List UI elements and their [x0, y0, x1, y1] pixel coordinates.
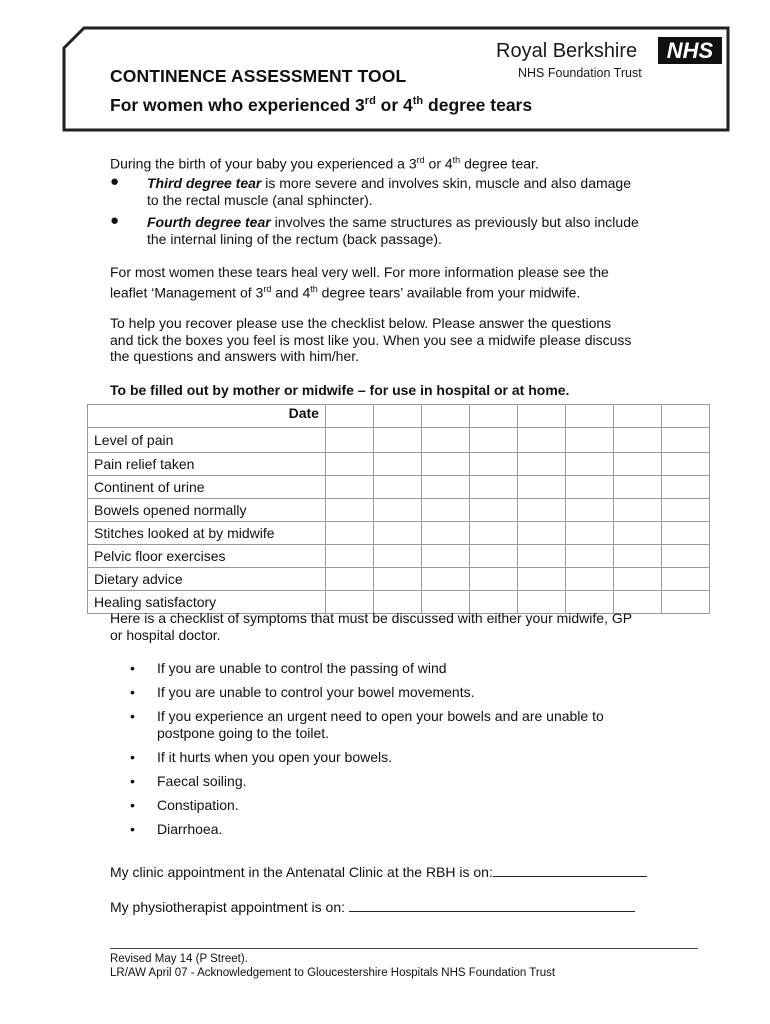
tick-cell[interactable]: [517, 428, 565, 453]
tick-cell[interactable]: [517, 476, 565, 499]
tick-cell[interactable]: [661, 545, 709, 568]
tick-cell[interactable]: [373, 499, 421, 522]
tick-cell[interactable]: [373, 568, 421, 591]
tick-cell[interactable]: [565, 568, 613, 591]
tick-cell[interactable]: [421, 522, 469, 545]
tick-cell[interactable]: [517, 545, 565, 568]
clinic-appointment-field[interactable]: [493, 862, 647, 877]
tick-cell[interactable]: [517, 453, 565, 476]
symptom-item: Faecal soiling.: [157, 773, 247, 789]
tick-cell[interactable]: [469, 499, 517, 522]
table-row: [88, 568, 710, 591]
row-label: Dietary advice: [88, 568, 326, 591]
tick-cell[interactable]: [325, 499, 373, 522]
tick-cell[interactable]: [421, 499, 469, 522]
symptom-item: If you are unable to control the passing of wind: [157, 660, 447, 676]
date-cell[interactable]: [565, 405, 613, 428]
symptom-item: If you experience an urgent need to open your bowels and are unable to postpone going to the toilet.: [157, 708, 604, 741]
tick-cell[interactable]: [421, 453, 469, 476]
nhs-logo: NHS: [658, 37, 722, 64]
bullet-icon: •: [130, 749, 135, 765]
bullet-icon: •: [130, 797, 135, 813]
instructions-paragraph: To help you recover please use the checklist below. Please answer the questions and tick the boxes you feel is most like you. When you see a midwife please discuss the questions and answers with him/her.: [110, 315, 632, 364]
bullet-icon: ●: [110, 212, 120, 229]
bullet-fourth-degree: Fourth degree tear involves the same structures as previously but also include the internal lining of the rectum (back passage).: [147, 214, 639, 247]
tick-cell[interactable]: [373, 428, 421, 453]
row-label: Level of pain: [88, 428, 326, 453]
tick-cell[interactable]: [565, 476, 613, 499]
bullet-icon: •: [130, 708, 135, 724]
symptom-item: If it hurts when you open your bowels.: [157, 749, 393, 765]
org-name: Royal Berkshire: [496, 40, 638, 62]
tick-cell[interactable]: [325, 428, 373, 453]
bullet-icon: •: [130, 684, 135, 700]
table-row: [88, 545, 710, 568]
tick-cell[interactable]: [469, 568, 517, 591]
tick-cell[interactable]: [325, 453, 373, 476]
table-row: [88, 499, 710, 522]
tick-cell[interactable]: [373, 476, 421, 499]
tick-cell[interactable]: [613, 476, 661, 499]
tick-cell[interactable]: [565, 453, 613, 476]
tick-cell[interactable]: [373, 545, 421, 568]
physio-appointment: My physiotherapist appointment is on:: [110, 897, 635, 916]
date-row: [88, 405, 710, 428]
table-heading: To be filled out by mother or midwife – for use in hospital or at home.: [110, 382, 570, 398]
tick-cell[interactable]: [661, 499, 709, 522]
footer-acknowledgement: LR/AW April 07 - Acknowledgement to Gloucestershire Hospitals NHS Foundation Trust: [110, 967, 556, 979]
date-cell[interactable]: [469, 405, 517, 428]
tick-cell[interactable]: [325, 476, 373, 499]
tick-cell[interactable]: [565, 522, 613, 545]
tick-cell[interactable]: [565, 499, 613, 522]
intro-line: During the birth of your baby you experienced a 3rd or 4th degree tear.: [110, 155, 539, 172]
tick-cell[interactable]: [325, 545, 373, 568]
symptoms-intro: Here is a checklist of symptoms that must be discussed with either your midwife, GP or hospital doctor.: [110, 610, 633, 643]
tick-cell[interactable]: [325, 522, 373, 545]
org-trust: NHS Foundation Trust: [518, 66, 642, 80]
tick-cell[interactable]: [469, 453, 517, 476]
symptom-item: Diarrhoea.: [157, 821, 223, 837]
tick-cell[interactable]: [421, 545, 469, 568]
tick-cell[interactable]: [325, 568, 373, 591]
tick-cell[interactable]: [469, 545, 517, 568]
tick-cell[interactable]: [661, 568, 709, 591]
bullet-icon: •: [130, 773, 135, 789]
tick-cell[interactable]: [613, 522, 661, 545]
tick-cell[interactable]: [613, 545, 661, 568]
date-label: Date: [88, 405, 326, 428]
tick-cell[interactable]: [565, 428, 613, 453]
symptom-item: If you are unable to control your bowel movements.: [157, 684, 475, 700]
physio-appointment-field[interactable]: [349, 897, 635, 912]
tick-cell[interactable]: [661, 453, 709, 476]
tick-cell[interactable]: [661, 522, 709, 545]
row-label: Continent of urine: [88, 476, 326, 499]
tick-cell[interactable]: [565, 545, 613, 568]
date-cell[interactable]: [517, 405, 565, 428]
tick-cell[interactable]: [661, 476, 709, 499]
tick-cell[interactable]: [517, 522, 565, 545]
date-cell[interactable]: [421, 405, 469, 428]
tick-cell[interactable]: [469, 428, 517, 453]
tick-cell[interactable]: [661, 428, 709, 453]
table-row: [88, 453, 710, 476]
tick-cell[interactable]: [613, 499, 661, 522]
clinic-appointment: My clinic appointment in the Antenatal Clinic at the RBH is on:: [110, 862, 647, 881]
row-label: Stitches looked at by midwife: [88, 522, 326, 545]
tick-cell[interactable]: [421, 428, 469, 453]
table-row: [88, 476, 710, 499]
tick-cell[interactable]: [421, 568, 469, 591]
page-title: CONTINENCE ASSESSMENT TOOL: [110, 66, 407, 86]
tick-cell[interactable]: [469, 476, 517, 499]
row-label: Bowels opened normally: [88, 499, 326, 522]
table-row: [88, 428, 710, 453]
date-cell[interactable]: [373, 405, 421, 428]
table-row: [88, 522, 710, 545]
row-label: Healing satisfactory: [88, 591, 326, 614]
bullet-icon: •: [130, 821, 135, 837]
bullet-icon: •: [130, 660, 135, 676]
date-cell[interactable]: [613, 405, 661, 428]
tick-cell[interactable]: [517, 568, 565, 591]
tick-cell[interactable]: [517, 499, 565, 522]
bullet-icon: ●: [110, 173, 120, 190]
tick-cell[interactable]: [373, 453, 421, 476]
page-subtitle: For women who experienced 3rd or 4th degree tears: [110, 95, 533, 115]
footer-divider: [110, 948, 698, 949]
bullet-third-degree: Third degree tear is more severe and involves skin, muscle and also damage to the rectal muscle (anal sphincter).: [147, 175, 632, 208]
date-cell[interactable]: [325, 405, 373, 428]
tick-cell[interactable]: [613, 453, 661, 476]
footer-revised: Revised May 14 (P Street).: [110, 953, 248, 965]
tick-cell[interactable]: [421, 476, 469, 499]
row-label: Pain relief taken: [88, 453, 326, 476]
checklist-table: [87, 404, 710, 614]
tick-cell[interactable]: [613, 568, 661, 591]
symptom-item: Constipation.: [157, 797, 239, 813]
tick-cell[interactable]: [661, 591, 709, 614]
tick-cell[interactable]: [613, 428, 661, 453]
info-paragraph: For most women these tears heal very well. For more information please see the leaflet ‘Management of 3rd and 4th degree tears’ available from your midwife.: [110, 264, 609, 301]
tick-cell[interactable]: [469, 522, 517, 545]
tick-cell[interactable]: [373, 522, 421, 545]
row-label: Pelvic floor exercises: [88, 545, 326, 568]
date-cell[interactable]: [661, 405, 709, 428]
